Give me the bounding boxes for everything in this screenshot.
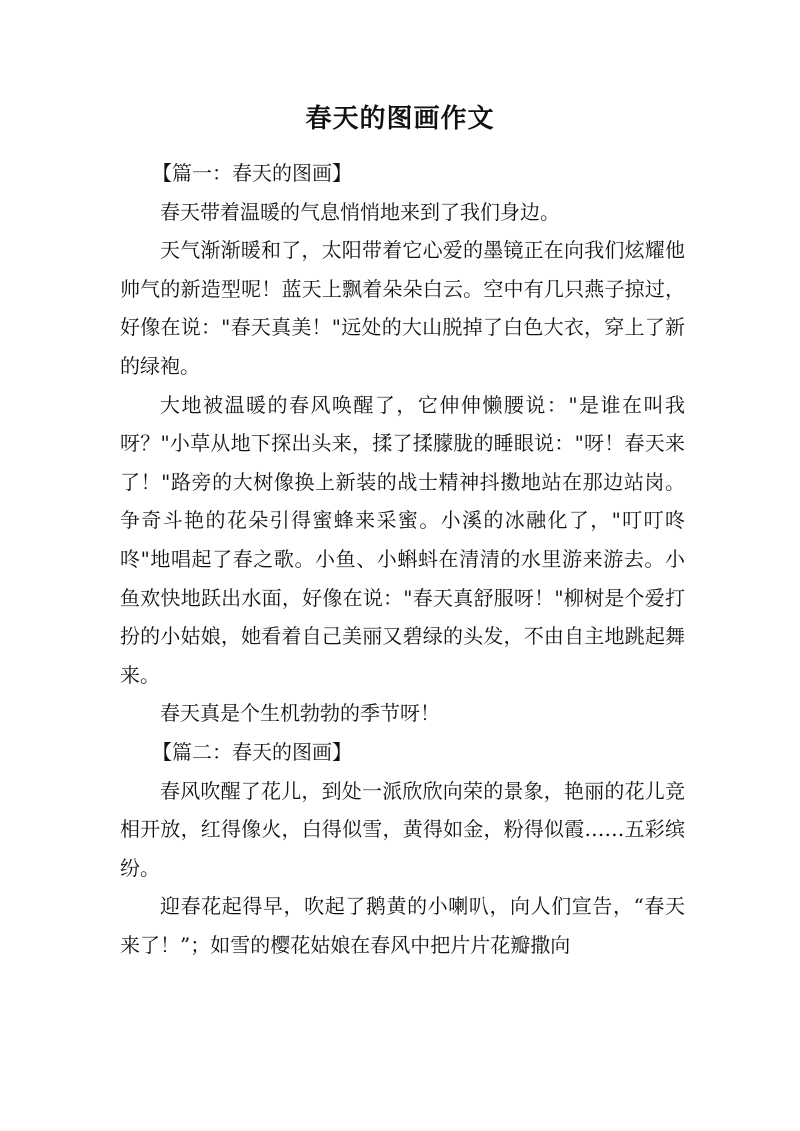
section-heading-text: 【篇二：春天的图画】: [152, 739, 352, 764]
section-heading-text: 【篇一：春天的图画】: [152, 161, 352, 185]
paragraph: 春天带着温暖的气息悄悄地来到了我们身边。: [160, 199, 560, 224]
section-heading: [120, 154, 685, 193]
document-body: [120, 154, 685, 964]
paragraph: 春风吹醒了花儿，到处一派欣欣向荣的景象，艳丽的花儿竞相开放，红得像火，白得似雪，黄得如金，粉得似霞……五彩缤纷。: [120, 778, 685, 880]
paragraph: 天气渐渐暖和了，太阳带着它心爱的墨镜正在向我们炫耀他帅气的新造型呢！蓝天上飘着朵朵白云。空中有几只燕子掠过，好像在说："春天真美！"远处的大山脱掉了白色大衣，穿上了新的绿袍。: [120, 238, 685, 378]
document-title: 春天的图画作文: [305, 104, 495, 134]
section-heading: [120, 733, 685, 772]
paragraph: 大地被温暖的春风唤醒了，它伸伸懒腰说："是谁在叫我呀？"小草从地下探出头来，揉了揉朦胧的睡眼说："呀！春天来了！"路旁的大树像换上新装的战士精神抖擞地站在那边站岗。争奇斗艳的花朵引得蜜蜂来采蜜。小溪的冰融化了，"叮叮咚咚"地唱起了春之歌。小鱼、小蝌蚪在清清的水里游来游去。小鱼欢快地跃出水面，好像在说："春天真舒服呀！"柳树是个爱打扮的小姑娘，她看着自己美丽又碧绿的头发，不由自主地跳起舞来。: [120, 392, 685, 687]
paragraph: 春天真是个生机勃勃的季节呀！: [160, 701, 440, 726]
paragraph: 迎春花起得早，吹起了鹅黄的小喇叭，向人们宣告，“春天来了！”；如雪的樱花姑娘在春风中把片片花瓣撒向: [120, 894, 685, 957]
